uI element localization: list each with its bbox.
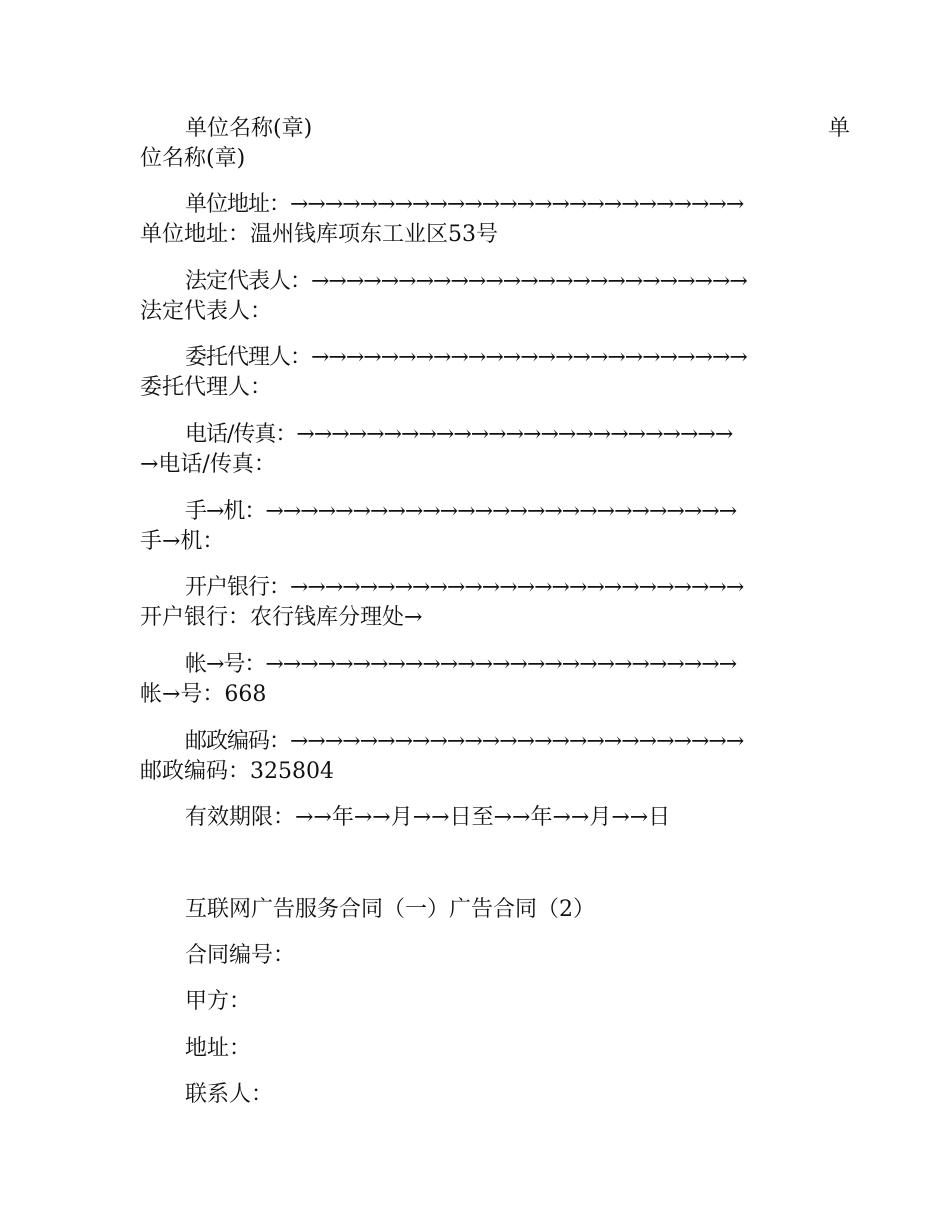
- phone-fax-a: 电话/传真：→→→→→→→→→→→→→→→→→→→→→→→→→: [185, 422, 733, 447]
- postcode-b: 邮政编码：325804: [140, 759, 334, 784]
- address-label: 地址：: [185, 1036, 252, 1061]
- contact-label: 联系人：: [185, 1082, 274, 1107]
- bank-b: 开户银行：农行钱库分理处→: [140, 605, 423, 630]
- unit-name-right-part2: 位名称(章): [140, 146, 246, 171]
- unit-address-a: 单位地址：→→→→→→→→→→→→→→→→→→→→→→→→→→: [185, 192, 744, 217]
- legal-rep-b: 法定代表人：: [140, 299, 273, 324]
- account-a: 帐→号：→→→→→→→→→→→→→→→→→→→→→→→→→→→: [185, 652, 737, 677]
- mobile-b: 手→机：: [140, 529, 225, 554]
- mobile-a: 手→机：→→→→→→→→→→→→→→→→→→→→→→→→→→→: [185, 499, 737, 524]
- unit-name-right-part1: 单: [827, 116, 850, 141]
- unit-name-line: [140, 114, 850, 144]
- agent-a: 委托代理人：→→→→→→→→→→→→→→→→→→→→→→→→→: [185, 345, 747, 370]
- unit-address-b: 单位地址：温州钱库项东工业区53号: [140, 222, 498, 247]
- agent-b: 委托代理人：: [140, 375, 273, 400]
- validity-period: 有效期限：→→年→→月→→日至→→年→→月→→日: [185, 805, 671, 830]
- bank-a: 开户银行：→→→→→→→→→→→→→→→→→→→→→→→→→→: [185, 575, 744, 600]
- party-a-label: 甲方：: [185, 989, 252, 1014]
- legal-rep-a: 法定代表人：→→→→→→→→→→→→→→→→→→→→→→→→→: [185, 269, 747, 294]
- phone-fax-b: →电话/传真：: [140, 452, 276, 477]
- contract-number-label: 合同编号：: [185, 943, 296, 968]
- contract-title: 互联网广告服务合同（一）广告合同（2）: [185, 897, 595, 922]
- account-b: 帐→号：668: [140, 682, 267, 707]
- unit-name-left: 单位名称(章): [185, 116, 313, 141]
- postcode-a: 邮政编码：→→→→→→→→→→→→→→→→→→→→→→→→→→: [185, 729, 744, 754]
